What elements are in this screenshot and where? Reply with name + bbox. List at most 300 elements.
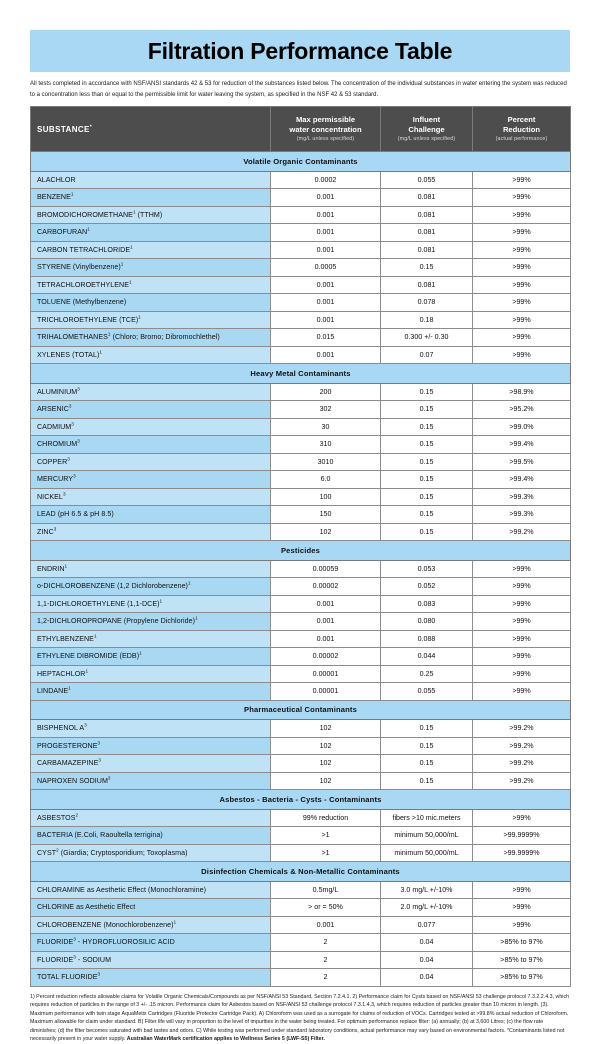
cell-influent: 0.15: [381, 401, 473, 419]
section-title: Pharmaceutical Contaminants: [31, 700, 571, 720]
substance-name: XYLENES (TOTAL): [37, 350, 100, 359]
cell-substance: [31, 881, 271, 899]
cell-percent: >99.9999%: [473, 827, 571, 845]
table-row: [31, 827, 571, 845]
substance-name: TOTAL FLUORIDE: [37, 973, 98, 982]
cell-substance: [31, 844, 271, 862]
substance-footnote-marker: 1: [187, 580, 191, 586]
substance-name: STYRENE (Vinylbenzene): [37, 263, 121, 272]
cell-influent: 0.15: [381, 436, 473, 454]
cell-percent: >99%: [473, 294, 571, 312]
substance-name: ZINC: [37, 527, 54, 536]
cell-percent: >99.4%: [473, 471, 571, 489]
cell-max: 0.00002: [271, 648, 381, 666]
substance-footnote-marker: 1: [87, 226, 90, 232]
cell-influent: 0.15: [381, 471, 473, 489]
column-header-percent-reduction: [473, 107, 571, 152]
table-row: [31, 844, 571, 862]
substance-footnote-marker: 1: [173, 919, 177, 925]
cell-percent: >99.2%: [473, 755, 571, 773]
table-row: [31, 881, 571, 899]
table-row: [31, 969, 571, 987]
cell-substance: [31, 683, 271, 701]
cell-influent: 0.078: [381, 294, 473, 312]
cell-percent: >99%: [473, 171, 571, 189]
table-row: [31, 648, 571, 666]
substance-footnote-marker: 1: [120, 261, 124, 267]
cell-percent: >99%: [473, 276, 571, 294]
cell-max: 0.5mg/L: [271, 881, 381, 899]
cell-substance: [31, 418, 271, 436]
substance-footnote-marker: 3: [71, 421, 74, 427]
cell-percent: >99%: [473, 613, 571, 631]
cell-max: 0.00001: [271, 665, 381, 683]
section-header-row: [31, 700, 571, 720]
cell-max: 6.0: [271, 471, 381, 489]
section-header-row: [31, 152, 571, 172]
cell-max: 302: [271, 401, 381, 419]
substance-footnote-marker: 1: [107, 331, 111, 337]
substance-name: ETHYLBENZENE: [37, 634, 94, 643]
substance-footnote-marker: 3: [98, 757, 101, 763]
column-header-substance-sup: *: [89, 123, 93, 130]
cell-substance: [31, 436, 271, 454]
table-head: [31, 107, 571, 152]
column-header-max-note: (mg/L unless specified): [296, 136, 355, 143]
cell-max: 2: [271, 969, 381, 987]
column-header-influent-line1: Influent: [412, 114, 441, 124]
cell-substance: [31, 471, 271, 489]
cell-max: 0.001: [271, 613, 381, 631]
cell-percent: >99.4%: [473, 436, 571, 454]
footnote-bold-tail: Australian WaterMark certification applies to Wellness Series 5 (LWF-S5) Filter.: [126, 1036, 325, 1043]
table-row: [31, 560, 571, 578]
section-title: Asbestos - Bacteria - Cysts - Contaminants: [31, 790, 571, 810]
cell-substance: [31, 916, 271, 934]
column-header-substance: [31, 107, 271, 152]
cell-max: 0.001: [271, 346, 381, 364]
substance-suffix: (TTHM): [135, 210, 163, 219]
substance-footnote-marker: 3: [107, 775, 111, 781]
cell-max: 150: [271, 506, 381, 524]
substance-footnote-marker: 1: [132, 209, 136, 215]
table-row: [31, 276, 571, 294]
cell-percent: >99%: [473, 648, 571, 666]
cell-max: 102: [271, 523, 381, 541]
substance-footnote-marker: 3: [62, 491, 66, 497]
cell-max: 3010: [271, 453, 381, 471]
cell-substance: [31, 665, 271, 683]
cell-substance: [31, 171, 271, 189]
substance-name: CARBON TETRACHLORIDE: [37, 245, 131, 254]
table-row: [31, 436, 571, 454]
cell-max: 310: [271, 436, 381, 454]
cell-max: 102: [271, 755, 381, 773]
cell-max: 0.001: [271, 189, 381, 207]
substance-footnote-marker: 3: [68, 403, 72, 409]
cell-substance: [31, 630, 271, 648]
cell-percent: >99%: [473, 683, 571, 701]
table-row: [31, 595, 571, 613]
table-row: [31, 613, 571, 631]
cell-max: >1: [271, 827, 381, 845]
substance-name: CYST: [37, 848, 57, 857]
cell-substance: [31, 506, 271, 524]
cell-percent: >99.5%: [473, 453, 571, 471]
substance-name: BISPHENOL A: [37, 724, 85, 733]
substance-footnote-marker: 3: [77, 386, 80, 392]
cell-influent: 0.088: [381, 630, 473, 648]
intro-paragraph: All tests completed in accordance with NSF/ANSI standards 42 & 53 for reduction of the substances listed below. The concentration of the individual substances in water entering the system was reduced to a concentration less than or equal to the permissible limit for water leaving the system, as specified in the NSF 42 & 53 standard.: [30, 81, 567, 98]
table-row: [31, 471, 571, 489]
substance-footnote-marker: 1: [195, 615, 198, 621]
cell-percent: >99%: [473, 809, 571, 827]
cell-substance: [31, 827, 271, 845]
substance-footnote-marker: 1: [130, 244, 133, 250]
table-row: [31, 294, 571, 312]
column-header-percent-note: (actual performance): [495, 136, 548, 143]
cell-substance: [31, 737, 271, 755]
cell-percent: >99.2%: [473, 737, 571, 755]
substance-name: CHLORINE as Aesthetic Effect: [37, 903, 136, 912]
substance-name: PROGESTERONE: [37, 741, 98, 750]
substance-name: CARBOFURAN: [37, 228, 88, 237]
table-row: [31, 311, 571, 329]
cell-influent: 0.15: [381, 720, 473, 738]
cell-max: 102: [271, 772, 381, 790]
substance-footnote-marker: 1: [93, 633, 97, 639]
cell-influent: 0.077: [381, 916, 473, 934]
cell-percent: >99%: [473, 259, 571, 277]
cell-influent: 0.055: [381, 683, 473, 701]
substance-name: TOLUENE (Methylbenzene): [37, 298, 127, 307]
substance-name: MERCURY: [37, 475, 74, 484]
cell-max: 100: [271, 488, 381, 506]
cell-max: 0.001: [271, 294, 381, 312]
cell-substance: [31, 259, 271, 277]
cell-substance: [31, 206, 271, 224]
cell-percent: >99.2%: [473, 772, 571, 790]
column-header-max-line1: Max permissible: [295, 114, 356, 124]
cell-influent: 0.25: [381, 665, 473, 683]
footnote-text: 1) Percent reduction reflects allowable claims for Volatile Organic Chemicals/Compounds as per NSF/ANSI 53 Standard, Section 7.2.4.1. 2) Performance claim for Cysts based on NSF/ANSI 53 challenge protocol 7.3.2.2.4.3, which requires reduction of particles in the range of 3 +/- .15 micron. Performance claim for Asbestos based on NSF/ANSI 53 challenge protocol 7.3.1.4.3, which requires reduction of particles greater than 10 micron in length. (3). Maximum performance with twin stage AquaMetix Cartridges (Fluoride Protector Cartridge Pack). A) Chloroform was used as a surrogate for claims of reduction of VOCs. Cartridges tested at >99.8% actual reduction of Chloroform. Maximum allowable for claim under standard. B) Filter life will vary in proportion to the level of impurities in the water being treated. For optimum performance replace filter: (a) annually; (b) at 3,600 Litres; (c) the flow rate diminishes; (d) the filter becomes saturated with bad tastes and odors. C) While testing was performed under standard laboratory conditions, actual performance may vary based on environmental factors. *Contaminants listed not necessarily present in your water supply.: [30, 993, 570, 1043]
cell-substance: [31, 772, 271, 790]
cell-max: 0.00001: [271, 683, 381, 701]
table-row: [31, 171, 571, 189]
cell-substance: [31, 276, 271, 294]
cell-influent: 2.0 mg/L +/-10%: [381, 899, 473, 917]
table-row: [31, 772, 571, 790]
footnote: [30, 993, 570, 1044]
table-row: [31, 755, 571, 773]
substance-name: 1,2-DICHLOROPROPANE (Propylene Dichloride): [37, 617, 196, 626]
table-row: [31, 206, 571, 224]
substance-name: 1,1-DICHLOROETHYLENE (1,1-DCE): [37, 599, 160, 608]
substance-name: BACTERIA (E.Coli, Raoultella terrigina): [37, 831, 163, 840]
section-title: Volatile Organic Contaminants: [31, 152, 571, 172]
cell-substance: [31, 951, 271, 969]
cell-influent: 0.15: [381, 523, 473, 541]
cell-max: 0.00059: [271, 560, 381, 578]
substance-name: TRICHLOROETHYLENE (TCE): [37, 315, 139, 324]
cell-percent: >99.3%: [473, 488, 571, 506]
table-row: [31, 329, 571, 347]
substance-name: CHLOROBENZENE (Monochlorobenzene): [37, 920, 174, 929]
substance-name: BENZENE: [37, 193, 71, 202]
substance-name: TRIHALOMETHANES: [37, 333, 108, 342]
cell-influent: 0.081: [381, 224, 473, 242]
section-header-row: [31, 790, 571, 810]
cell-substance: [31, 224, 271, 242]
cell-substance: [31, 294, 271, 312]
table-row: [31, 189, 571, 207]
cell-max: 102: [271, 737, 381, 755]
cell-max: 0.001: [271, 916, 381, 934]
substance-footnote-marker: 3: [84, 722, 87, 728]
cell-substance: [31, 755, 271, 773]
substance-footnote-marker: 3: [77, 438, 80, 444]
substance-name: ALUMINIUM: [37, 387, 78, 396]
cell-percent: >95.2%: [473, 401, 571, 419]
cell-max: 0.001: [271, 595, 381, 613]
cell-influent: 0.04: [381, 934, 473, 952]
table-row: [31, 683, 571, 701]
substance-name: LEAD (pH 6.5 & pH 8.5): [37, 510, 114, 519]
section-header-row: [31, 862, 571, 882]
substance-footnote-marker: 2: [56, 847, 59, 853]
cell-max: 0.0002: [271, 171, 381, 189]
cell-percent: >99.2%: [473, 720, 571, 738]
cell-max: 2: [271, 934, 381, 952]
substance-footnote-marker: 3: [53, 526, 57, 532]
cell-substance: [31, 383, 271, 401]
cell-percent: >99%: [473, 241, 571, 259]
column-header-max-permissible: [271, 107, 381, 152]
cell-substance: [31, 241, 271, 259]
cell-influent: 0.044: [381, 648, 473, 666]
page-title: Filtration Performance Table: [147, 37, 453, 64]
substance-suffix: (Chloro; Bromo; Dibromochlethel): [110, 333, 220, 342]
substance-footnote-marker: 3: [97, 740, 101, 746]
table-header-row: [31, 107, 571, 152]
cell-max: 0.00002: [271, 578, 381, 596]
substance-name: BROMODICHOROMETHANE: [37, 210, 133, 219]
cell-influent: minimum 50,000/mL: [381, 827, 473, 845]
column-header-influent-note: (mg/L unless specified): [397, 136, 456, 143]
substance-name: NICKEL: [37, 492, 63, 501]
section-title: Pesticides: [31, 541, 571, 561]
cell-max: >1: [271, 844, 381, 862]
section-title: Disinfection Chemicals & Non-Metallic Contaminants: [31, 862, 571, 882]
cell-substance: [31, 453, 271, 471]
substance-name: ENDRIN: [37, 564, 65, 573]
substance-name: ARSENIC: [37, 405, 69, 414]
table-row: [31, 665, 571, 683]
cell-influent: 0.081: [381, 189, 473, 207]
cell-percent: >99.3%: [473, 506, 571, 524]
cell-max: 30: [271, 418, 381, 436]
substance-name: FLUORIDE: [37, 938, 74, 947]
cell-substance: [31, 189, 271, 207]
cell-percent: >85% to 97%: [473, 969, 571, 987]
column-header-substance-label: SUBSTANCE: [37, 124, 90, 134]
column-header-influent-line2: Challenge: [408, 124, 445, 134]
cell-percent: >99%: [473, 578, 571, 596]
cell-percent: >99%: [473, 916, 571, 934]
cell-max: 99% reduction: [271, 809, 381, 827]
table-row: [31, 934, 571, 952]
section-title: Heavy Metal Contaminants: [31, 364, 571, 384]
table-row: [31, 488, 571, 506]
cell-max: 2: [271, 951, 381, 969]
substance-footnote-marker: 1: [159, 598, 163, 604]
cell-influent: 0.15: [381, 259, 473, 277]
table-row: [31, 523, 571, 541]
cell-substance: [31, 648, 271, 666]
substance-footnote-marker: 1: [64, 563, 68, 569]
filtration-performance-table: [30, 106, 571, 987]
table-row: [31, 418, 571, 436]
cell-substance: [31, 595, 271, 613]
cell-percent: >85% to 97%: [473, 951, 571, 969]
cell-max: 102: [271, 720, 381, 738]
substance-footnote-marker: 1: [99, 349, 103, 355]
cell-influent: 0.15: [381, 737, 473, 755]
cell-influent: 0.15: [381, 506, 473, 524]
cell-substance: [31, 899, 271, 917]
cell-substance: [31, 560, 271, 578]
substance-footnote-marker: 3: [67, 456, 70, 462]
cell-substance: [31, 809, 271, 827]
table-row: [31, 346, 571, 364]
cell-influent: 0.15: [381, 755, 473, 773]
column-header-percent-line1: Percent: [507, 114, 536, 124]
cell-max: 0.001: [271, 206, 381, 224]
cell-influent: 0.081: [381, 241, 473, 259]
cell-influent: 0.18: [381, 311, 473, 329]
cell-influent: 0.083: [381, 595, 473, 613]
substance-name: COPPER: [37, 457, 68, 466]
table-body: [31, 152, 571, 987]
substance-footnote-marker: 3: [73, 473, 76, 479]
cell-percent: >99.9999%: [473, 844, 571, 862]
cell-influent: 0.081: [381, 206, 473, 224]
cell-substance: [31, 488, 271, 506]
cell-substance: [31, 311, 271, 329]
table-row: [31, 809, 571, 827]
cell-max: 0.001: [271, 241, 381, 259]
substance-footnote-marker: 1: [138, 314, 141, 320]
title-banner: [30, 30, 570, 72]
cell-substance: [31, 523, 271, 541]
cell-substance: [31, 329, 271, 347]
cell-percent: >99.0%: [473, 418, 571, 436]
table-row: [31, 241, 571, 259]
substance-name: LINDANE: [37, 687, 69, 696]
cell-influent: 0.15: [381, 418, 473, 436]
cell-influent: 0.04: [381, 951, 473, 969]
cell-substance: [31, 613, 271, 631]
cell-influent: minimum 50,000/mL: [381, 844, 473, 862]
cell-percent: >99%: [473, 595, 571, 613]
table-row: [31, 401, 571, 419]
table-row: [31, 916, 571, 934]
substance-footnote-marker: 3: [73, 954, 76, 960]
cell-max: 0.001: [271, 311, 381, 329]
section-header-row: [31, 364, 571, 384]
cell-percent: >98.9%: [473, 383, 571, 401]
cell-percent: >99%: [473, 329, 571, 347]
cell-influent: 0.080: [381, 613, 473, 631]
table-row: [31, 453, 571, 471]
substance-name: CARBAMAZEPINE: [37, 759, 99, 768]
cell-max: 200: [271, 383, 381, 401]
cell-max: 0.015: [271, 329, 381, 347]
cell-influent: 0.15: [381, 772, 473, 790]
cell-substance: [31, 969, 271, 987]
section-header-row: [31, 541, 571, 561]
cell-substance: [31, 720, 271, 738]
substance-name: NAPROXEN SODIUM: [37, 776, 108, 785]
substance-name: CADMIUM: [37, 422, 72, 431]
substance-name: FLUORIDE: [37, 955, 74, 964]
cell-percent: >99%: [473, 899, 571, 917]
cell-influent: 0.053: [381, 560, 473, 578]
substance-footnote-marker: 2: [75, 812, 79, 818]
table-row: [31, 259, 571, 277]
table-row: [31, 578, 571, 596]
cell-substance: [31, 401, 271, 419]
cell-percent: >99.2%: [473, 523, 571, 541]
cell-influent: fibers >10 mic.meters: [381, 809, 473, 827]
cell-influent: 0.300 +/- 0.30: [381, 329, 473, 347]
cell-percent: >99%: [473, 881, 571, 899]
cell-percent: >99%: [473, 630, 571, 648]
table-row: [31, 506, 571, 524]
table-row: [31, 383, 571, 401]
substance-suffix: - HYDROFLUOROSILIC ACID: [75, 938, 175, 947]
cell-substance: [31, 578, 271, 596]
substance-suffix: (Giardia; Cryptosporidium; Toxoplasma): [58, 848, 188, 857]
cell-influent: 0.081: [381, 276, 473, 294]
cell-percent: >99%: [473, 346, 571, 364]
cell-substance: [31, 346, 271, 364]
cell-percent: >99%: [473, 560, 571, 578]
substance-footnote-marker: 3: [97, 971, 101, 977]
cell-influent: 0.055: [381, 171, 473, 189]
cell-percent: >99%: [473, 311, 571, 329]
table-row: [31, 224, 571, 242]
cell-max: 0.0005: [271, 259, 381, 277]
cell-substance: [31, 934, 271, 952]
substance-name: CHROMIUM: [37, 440, 78, 449]
substance-name: ETHYLENE DIBROMIDE (EDB): [37, 652, 140, 661]
cell-influent: 3.0 mg/L +/-10%: [381, 881, 473, 899]
cell-percent: >99%: [473, 665, 571, 683]
cell-influent: 0.15: [381, 383, 473, 401]
substance-footnote-marker: 1: [129, 279, 132, 285]
column-header-max-line2: water concentration: [289, 124, 362, 134]
cell-influent: 0.15: [381, 453, 473, 471]
column-header-influent-challenge: [381, 107, 473, 152]
cell-percent: >99%: [473, 189, 571, 207]
cell-percent: >99%: [473, 224, 571, 242]
substance-suffix: - SODIUM: [75, 955, 112, 964]
substance-name: TETRACHLOROETHYLENE: [37, 280, 130, 289]
cell-influent: 0.052: [381, 578, 473, 596]
column-header-percent-line2: Reduction: [502, 124, 541, 134]
table-row: [31, 951, 571, 969]
